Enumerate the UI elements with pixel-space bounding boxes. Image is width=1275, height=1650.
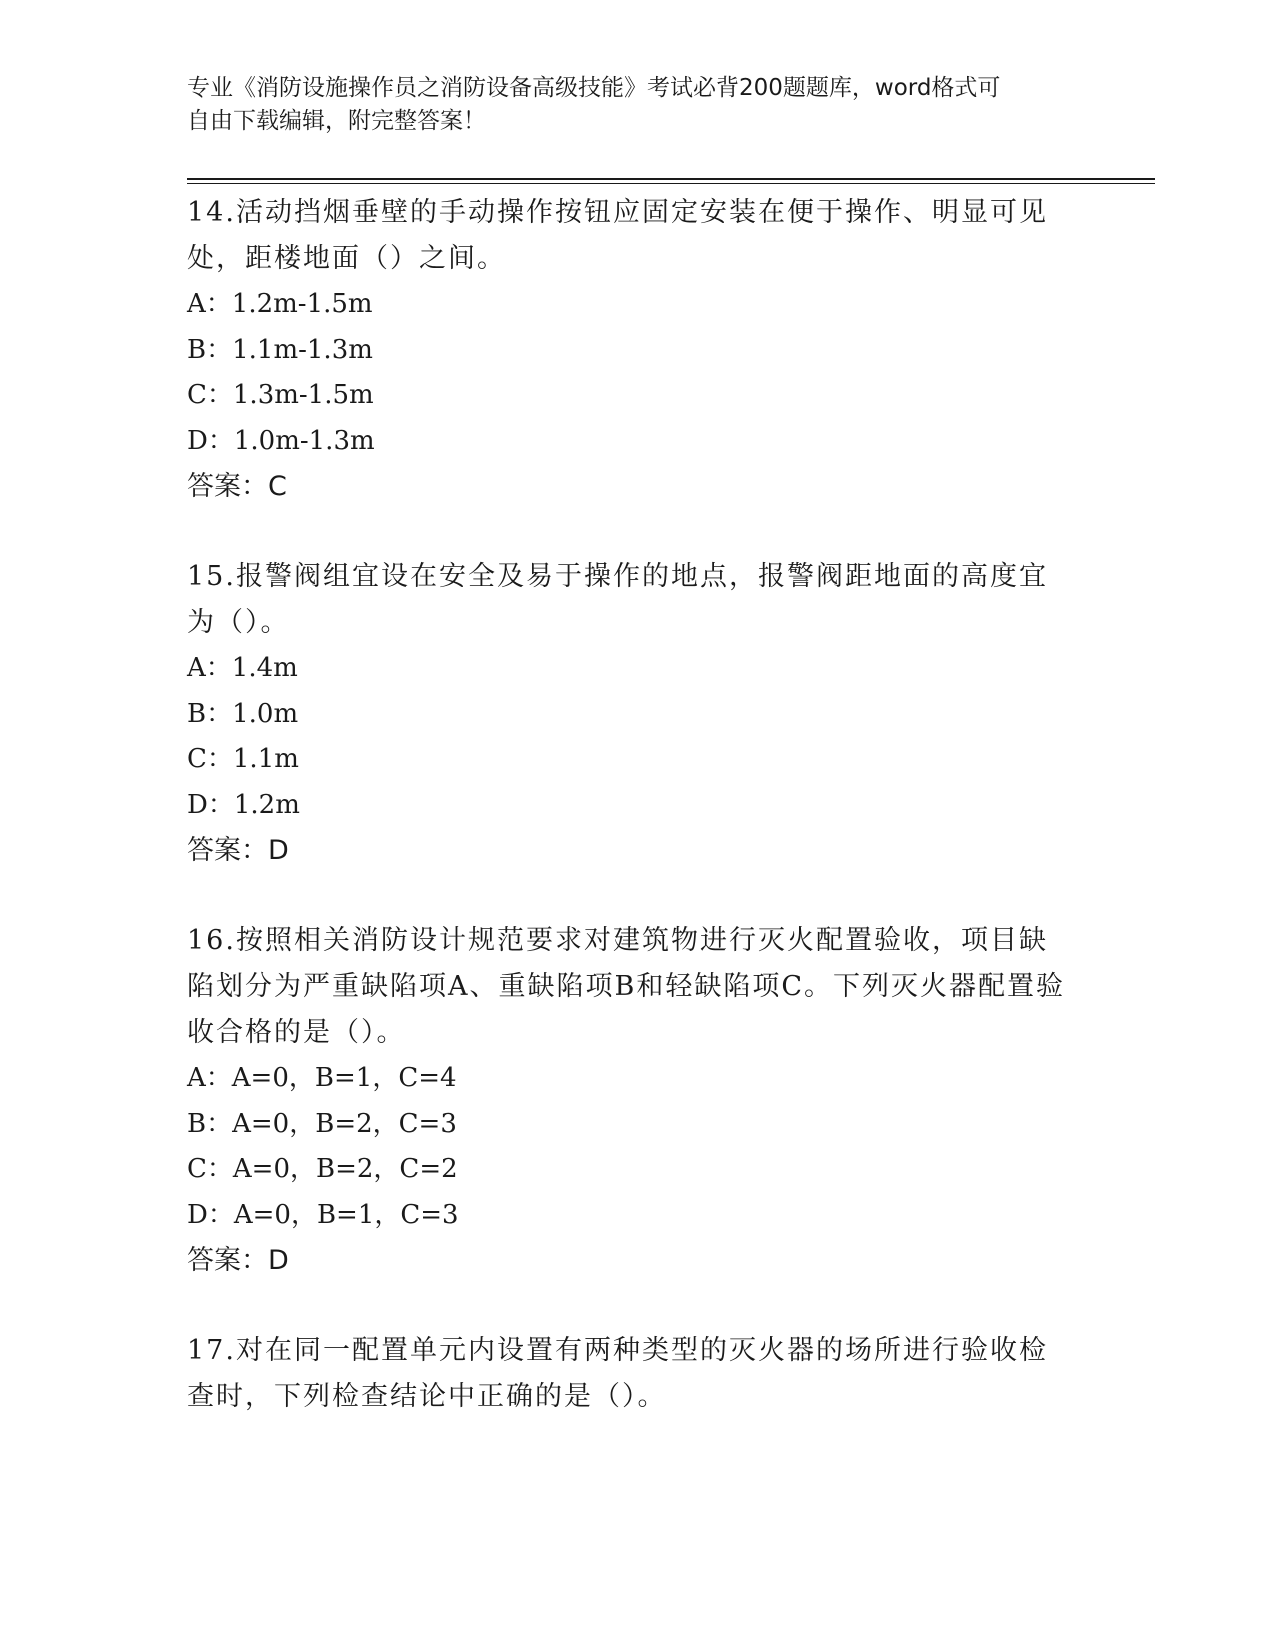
question-spacer [187, 510, 1072, 554]
question-stem: 14.活动挡烟垂壁的手动操作按钮应固定安装在便于操作、明显可见处，距楼地面（）之间。 [187, 197, 1048, 274]
option-d: D：A=0，B=1，C=3 [187, 1199, 459, 1230]
header-rule-thick [187, 178, 1155, 180]
option-d: D：1.0m-1.3m [187, 425, 375, 456]
question-17 [187, 1328, 1072, 1420]
question-14 [187, 190, 1072, 510]
option-a: A：1.2m-1.5m [187, 289, 373, 319]
answer-line: 答案：D [187, 835, 289, 866]
question-stem: 17.对在同一配置单元内设置有两种类型的灭火器的场所进行验收检查时，下列检查结论中正确的是（）。 [187, 1335, 1048, 1412]
header-rule-thin [187, 183, 1155, 184]
question-spacer [187, 1284, 1072, 1328]
header-line-2: 自由下载编辑，附完整答案！ [187, 108, 486, 134]
document-header [187, 72, 1067, 138]
option-a: A：A=0，B=1，C=4 [187, 1063, 457, 1093]
option-b: B：A=0，B=2，C=3 [187, 1108, 457, 1139]
option-a: A：1.4m [187, 653, 298, 683]
question-spacer [187, 874, 1072, 918]
question-16 [187, 918, 1072, 1284]
option-b: B：1.1m-1.3m [187, 334, 373, 365]
option-c: C：1.3m-1.5m [187, 380, 374, 410]
question-stem: 15.报警阀组宜设在安全及易于操作的地点，报警阀距地面的高度宜为（）。 [187, 561, 1048, 638]
question-list [187, 190, 1072, 1420]
answer-line: 答案：D [187, 1245, 289, 1276]
option-c: C：1.1m [187, 744, 299, 774]
question-15 [187, 554, 1072, 874]
header-line-1: 专业《消防设施操作员之消防设备高级技能》考试必背200题题库，word格式可 [187, 75, 1001, 101]
answer-line: 答案：C [187, 471, 287, 502]
option-d: D：1.2m [187, 789, 300, 820]
option-b: B：1.0m [187, 698, 299, 729]
question-stem: 16.按照相关消防设计规范要求对建筑物进行灭火配置验收，项目缺陷划分为严重缺陷项A、重缺陷项B和轻缺陷项C。下列灭火器配置验收合格的是（）。 [187, 925, 1065, 1048]
option-c: C：A=0，B=2，C=2 [187, 1154, 458, 1184]
